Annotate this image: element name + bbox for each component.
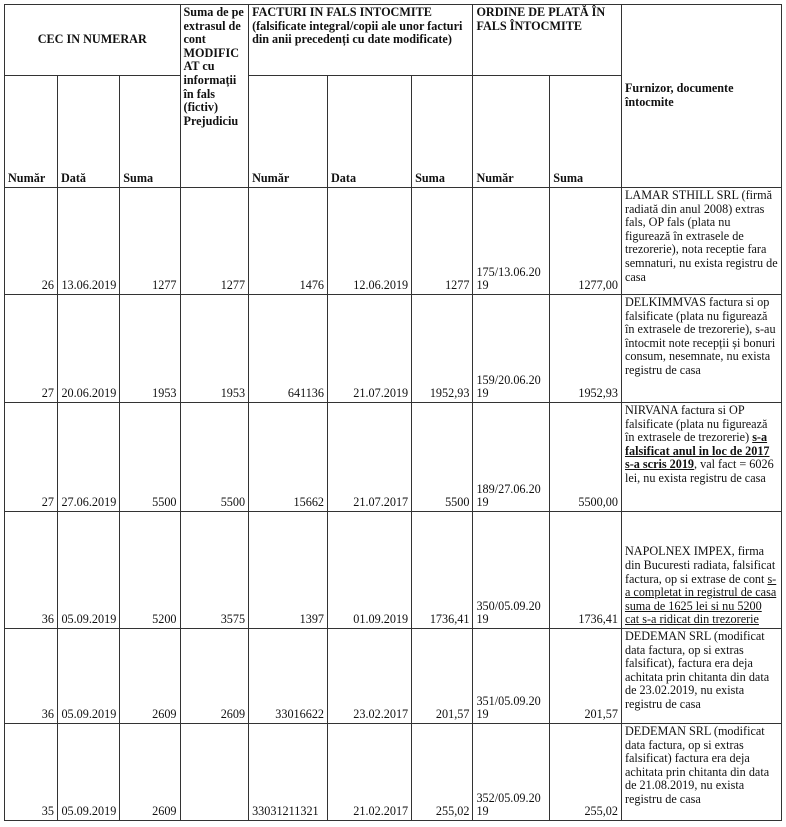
factura-numar-cell: 1476 (249, 188, 328, 295)
op-suma-cell: 1952,93 (550, 295, 622, 403)
factura-suma-cell: 201,57 (412, 629, 473, 724)
cec-numar-cell: 27 (5, 403, 58, 512)
header-op-numar: Număr (473, 76, 550, 188)
factura-data-cell: 23.02.2017 (328, 629, 412, 724)
cec-numar-cell: 27 (5, 295, 58, 403)
factura-suma-cell: 1277 (412, 188, 473, 295)
furnizor-text: NAPOLNEX IMPEX, firma din Bucuresti radiata, falsificat factura, op si extrase de cont (624, 544, 776, 586)
factura-suma-cell: 1736,41 (412, 512, 473, 629)
furnizor-text: NIRVANA factura si OP falsificate (plata nu figurează în extrasele de trezorerie) (624, 403, 768, 445)
op-suma-cell: 1736,41 (550, 512, 622, 629)
op-numar-cell: 159/20.06.2019 (473, 295, 550, 403)
op-numar-cell: 351/05.09.2019 (473, 629, 550, 724)
cec-data-cell: 20.06.2019 (57, 295, 119, 403)
extras-suma-cell: 2609 (180, 629, 249, 724)
header-cec-numerar: CEC IN NUMERAR (5, 5, 181, 76)
cec-numar-cell: 26 (5, 188, 58, 295)
header-factura-numar: Număr (249, 76, 328, 188)
cec-data-cell: 13.06.2019 (57, 188, 119, 295)
op-numar-cell: 350/05.09.2019 (473, 512, 550, 629)
cec-suma-cell: 5500 (120, 403, 180, 512)
factura-suma-cell: 5500 (412, 403, 473, 512)
furnizor-cell (621, 403, 781, 512)
table-row (5, 188, 782, 295)
factura-data-cell: 21.02.2017 (328, 724, 412, 821)
table-row (5, 295, 782, 403)
table-row (5, 629, 782, 724)
extras-suma-cell: 1953 (180, 295, 249, 403)
factura-numar-cell: 33016622 (249, 629, 328, 724)
header-factura-suma: Suma (412, 76, 473, 188)
factura-numar-cell: 33031211321 (249, 724, 328, 821)
factura-suma-cell: 1952,93 (412, 295, 473, 403)
factura-data-cell: 21.07.2019 (328, 295, 412, 403)
op-numar-cell: 175/13.06.2019 (473, 188, 550, 295)
furnizor-cell: DEDEMAN SRL (modificat data factura, op si extras falsificat) factura era deja achitata prin chitanta din data de 21.08.2019, nu exista registru de casa (621, 724, 781, 821)
cec-numar-cell: 36 (5, 629, 58, 724)
header-facturi-fals: FACTURI IN FALS INTOCMITE (falsificate integral/copii ale unor facturi din anii precedenți cu date modificate) (249, 5, 473, 76)
factura-data-cell: 21.07.2017 (328, 403, 412, 512)
table-row (5, 512, 782, 629)
factura-suma-cell: 255,02 (412, 724, 473, 821)
header-cec-numar: Număr (5, 76, 58, 188)
factura-numar-cell: 1397 (249, 512, 328, 629)
op-numar-cell: 189/27.06.2019 (473, 403, 550, 512)
table-row (5, 403, 782, 512)
furnizor-emphasis: s-a falsificat anul in loc de 2017 s-a scris 2019 (624, 430, 770, 472)
op-suma-cell: 255,02 (550, 724, 622, 821)
op-numar-cell: 352/05.09.2019 (473, 724, 550, 821)
header-row-groups (5, 5, 782, 76)
factura-numar-cell: 15662 (249, 403, 328, 512)
header-cec-data: Dată (57, 76, 119, 188)
furnizor-cell (621, 512, 781, 629)
fraud-ledger-table (4, 4, 782, 821)
cec-numar-cell: 35 (5, 724, 58, 821)
factura-data-cell: 01.09.2019 (328, 512, 412, 629)
header-furnizor: Furnizor, documente întocmite (621, 5, 781, 188)
header-op-suma: Suma (550, 76, 622, 188)
cec-suma-cell: 2609 (120, 629, 180, 724)
op-suma-cell: 201,57 (550, 629, 622, 724)
cec-suma-cell: 2609 (120, 724, 180, 821)
furnizor-cell: DEDEMAN SRL (modificat data factura, op si extras falsificat), factura era deja achitata prin chitanta din data de 23.02.2019, nu exista registru de casa (621, 629, 781, 724)
header-ordine-plata: ORDINE DE PLATĂ ÎN FALS ÎNTOCMITE (473, 5, 622, 76)
furnizor-text-end: , val fact = 6026 lei, nu exista registru de casa (624, 457, 774, 485)
op-suma-cell: 1277,00 (550, 188, 622, 295)
extras-suma-cell: 1277 (180, 188, 249, 295)
cec-data-cell: 05.09.2019 (57, 724, 119, 821)
furnizor-cell: DELKIMMVAS factura si op falsificate (plata nu figurează în extrasele de trezorerie), s-au întocmit note recepții și bonuri consum, nesemnate, nu exista registru de casa (621, 295, 781, 403)
factura-numar-cell: 641136 (249, 295, 328, 403)
table-row (5, 724, 782, 821)
factura-data-cell: 12.06.2019 (328, 188, 412, 295)
cec-data-cell: 27.06.2019 (57, 403, 119, 512)
cec-suma-cell: 5200 (120, 512, 180, 629)
cec-data-cell: 05.09.2019 (57, 512, 119, 629)
extras-suma-cell: 3575 (180, 512, 249, 629)
cec-data-cell: 05.09.2019 (57, 629, 119, 724)
cec-suma-cell: 1277 (120, 188, 180, 295)
document-page (4, 4, 782, 821)
furnizor-cell: LAMAR STHILL SRL (firmă radiată din anul 2008) extras fals, OP fals (plata nu figurează în extrasele de trezorerie), nota receptie fara semnaturi, nu exista registru de casa (621, 188, 781, 295)
furnizor-emphasis: s-a completat in registrul de casa suma de 1625 lei si nu 5200 cat s-a ridicat din trezorerie (624, 571, 777, 627)
extras-suma-cell: 5500 (180, 403, 249, 512)
header-suma-extras: Suma de pe extrasul de cont MODIFICAT cu informații în fals (fictiv) Prejudiciu (180, 5, 249, 188)
extras-suma-cell (180, 724, 249, 821)
cec-suma-cell: 1953 (120, 295, 180, 403)
header-factura-data: Data (328, 76, 412, 188)
cec-numar-cell: 36 (5, 512, 58, 629)
header-cec-suma: Suma (120, 76, 180, 188)
op-suma-cell: 5500,00 (550, 403, 622, 512)
